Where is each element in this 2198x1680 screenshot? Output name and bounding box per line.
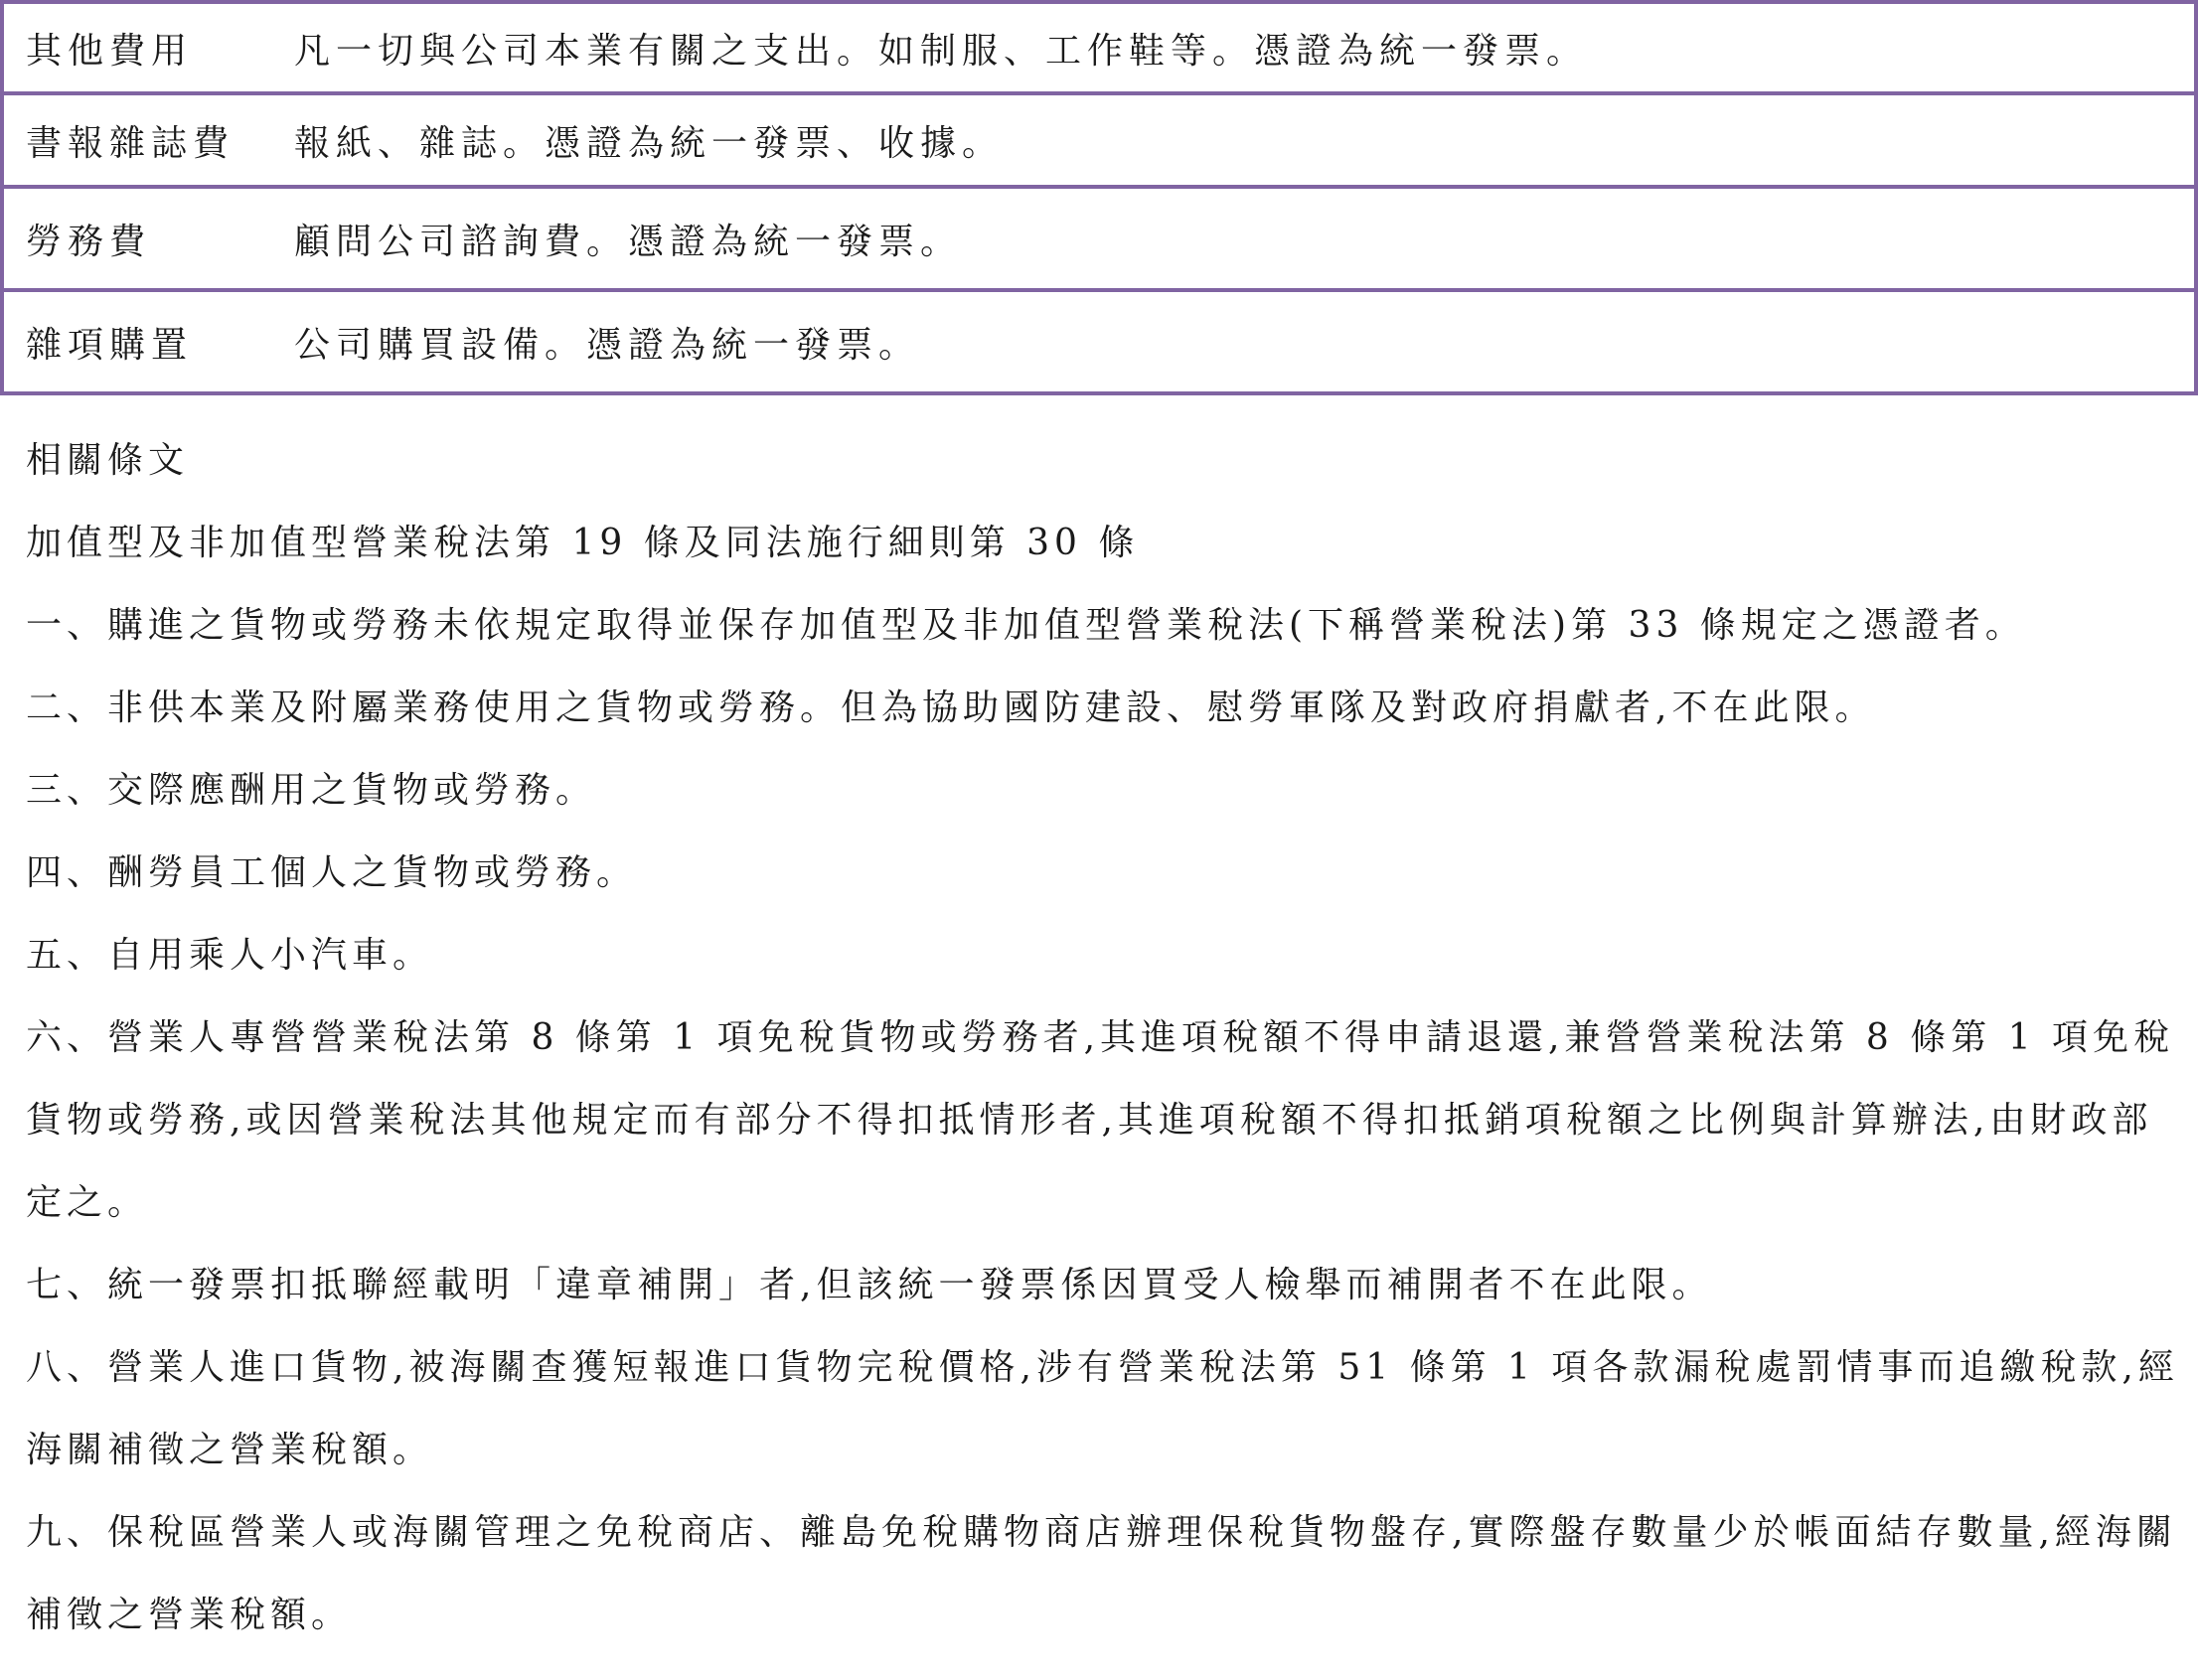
expense-description: 凡一切與公司本業有關之支出。如制服、工作鞋等。憑證為統一發票。 bbox=[294, 2, 2196, 93]
article-item: 三、交際應酬用之貨物或勞務。 bbox=[26, 770, 597, 811]
table-row bbox=[2, 2, 2196, 93]
section-heading: 相關條文 bbox=[26, 440, 190, 481]
article-item: 五、自用乘人小汽車。 bbox=[26, 935, 434, 976]
article-item: 八、營業人進口貨物,被海關查獲短報進口貨物完稅價格,涉有營業稅法第 51 條第 1 項各款漏稅處罰情事而追繳稅款,經海關補徵之營業稅額。 bbox=[26, 1347, 2179, 1470]
expense-description: 報紙、雜誌。憑證為統一發票、收據。 bbox=[294, 93, 2196, 187]
expense-name: 勞務費 bbox=[2, 187, 294, 290]
law-reference: 加值型及非加值型營業稅法第 19 條及同法施行細則第 30 條 bbox=[26, 523, 1140, 563]
expense-name: 雜項購置 bbox=[2, 290, 294, 393]
expense-table bbox=[0, 0, 2198, 395]
expense-name: 書報雜誌費 bbox=[2, 93, 294, 187]
article-item: 一、購進之貨物或勞務未依規定取得並保存加值型及非加值型營業稅法(下稱營業稅法)第 33 條規定之憑證者。 bbox=[26, 605, 2026, 646]
related-articles bbox=[26, 419, 2182, 1656]
article-item: 六、營業人專營營業稅法第 8 條第 1 項免稅貨物或勞務者,其進項稅額不得申請退還,兼營營業稅法第 8 條第 1 項免稅貨物或勞務,或因營業稅法其他規定而有部分不得扣抵情形者,其進項稅額不得扣抵銷項稅額之比例與計算辦法,由財政部定之。 bbox=[26, 1017, 2175, 1223]
table-row bbox=[2, 187, 2196, 290]
table-row bbox=[2, 290, 2196, 393]
table-row bbox=[2, 93, 2196, 187]
article-item: 二、非供本業及附屬業務使用之貨物或勞務。但為協助國防建設、慰勞軍隊及對政府捐獻者,不在此限。 bbox=[26, 687, 1876, 728]
article-item: 四、酬勞員工個人之貨物或勞務。 bbox=[26, 852, 638, 893]
article-item: 七、統一發票扣抵聯經載明「違章補開」者,但該統一發票係因買受人檢舉而補開者不在此限。 bbox=[26, 1265, 1713, 1305]
expense-description: 公司購買設備。憑證為統一發票。 bbox=[294, 290, 2196, 393]
article-item: 九、保稅區營業人或海關管理之免稅商店、離島免稅購物商店辦理保稅貨物盤存,實際盤存數量少於帳面結存數量,經海關補徵之營業稅額。 bbox=[26, 1512, 2177, 1635]
expense-name: 其他費用 bbox=[2, 2, 294, 93]
expense-description: 顧問公司諮詢費。憑證為統一發票。 bbox=[294, 187, 2196, 290]
